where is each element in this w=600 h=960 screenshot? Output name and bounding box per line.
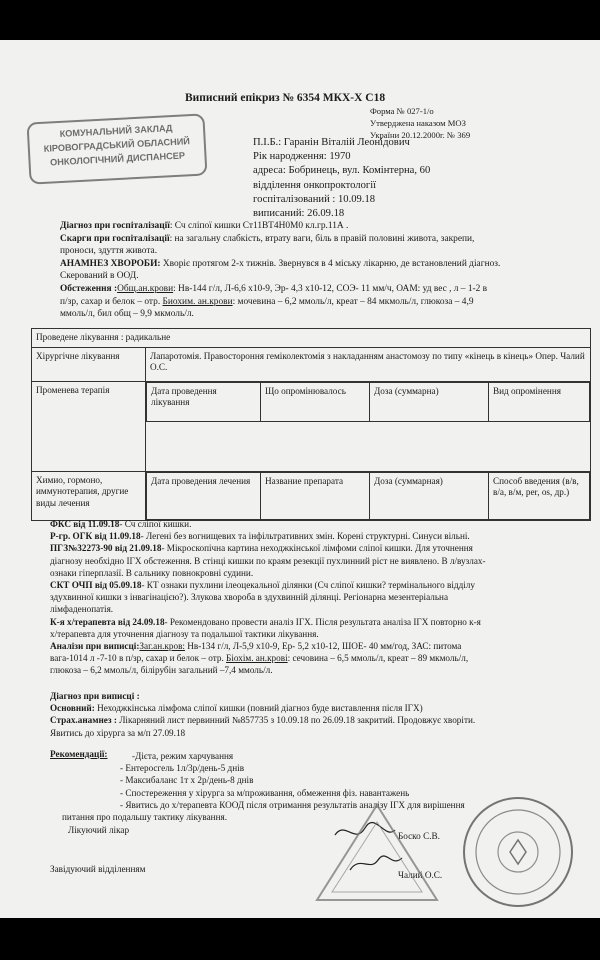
document-title: Виписний епікриз № 6354 МКХ-Х С18 (185, 92, 386, 104)
discharge-date: виписаний: 26.09.18 (253, 208, 345, 220)
recommendation-tail: питання про подальшу тактику лікування. (62, 812, 228, 822)
histology-cont: діагнозу необхідно ІГХ обстеження. В стінці кишки по краям резекції пухлинний ріст не виявлено. В л/вузлах- (50, 555, 486, 566)
radiation-date-header: Дата проведення лікування (147, 382, 261, 421)
admission-diagnosis: Діагноз при госпіталізації: Сч сліпої кишки Ст11ВТ4Н0М0 кл.гр.11А . (60, 221, 349, 231)
patient-address: адреса: Бобринець, вул. Комінтерна, 60 (253, 165, 431, 177)
chemo-subtable (146, 472, 590, 520)
stamp-line: КОМУНАЛЬНИЙ ЗАКЛАД (59, 123, 173, 139)
recommendations-label: Рекомендації: (50, 749, 108, 759)
discharge-diagnosis-label: Діагноз при виписці : (50, 691, 140, 701)
histology-cont2: ознаки гіперплазії. В сальнику повнокровні судини. (50, 567, 254, 578)
main-diagnosis: Основний: Неходжкінська лімфома сліпої кишки (повний діагноз буде виставлення після ІГХ) (50, 703, 423, 714)
recommendation-item: -Дієта, режим харчування (132, 751, 234, 761)
patient-info (253, 136, 430, 221)
complaints: Скарги при госпіталізації: на загальну слабкість, втрату ваги, біль в правій половині живота, закрепи, (60, 233, 475, 244)
ct-result: СКТ ОЧП від 05.09.18- КТ ознаки пухлини ілеоцекальної ділянки (Сч сліпої кишки? термінального відділу (50, 580, 475, 591)
chemo-route-header: Способ введения (в/в, в/а, в/м, per, os, др.) (489, 472, 590, 519)
insurance-history: Страх.анамнез : Лікарняний лист первинний №857735 з 10.09.18 по 26.09.18 закритий. Продовжує хворіти. (50, 715, 476, 726)
radiation-subtable (146, 382, 590, 422)
ct-cont2: лімфаденопатія. (50, 604, 114, 615)
investigations-section (50, 518, 595, 677)
treatment-table (31, 328, 591, 521)
patient-department: відділення онкопроктології (253, 179, 377, 191)
analyses-cont: вага-1014 л -7-10 в п/зр, сахар и белок – отр. Біохім. ан.крові: сечовина – 6,5 ммоль/л, креат – 89 мкмоль/л, (50, 653, 469, 664)
head-of-department-label: Завідуючий відділенням (50, 864, 146, 874)
patient-name: П.І.Б.: Гаранін Віталій Леонідович (253, 137, 410, 148)
fks-result: ФКС від 11.09.18- Сч сліпої кишки. (50, 519, 192, 529)
attending-doctor-label: Лікуючий лікар (68, 825, 130, 835)
radiation-target-header: Що опромінювалось (261, 382, 370, 421)
discharge-analyses: Аналізи при виписці:Заг.ан.кров: Нв-134 г/л, Л-5,9 х10-9, Ер- 5,2 х10-12, ШОЕ- 40 мм/год, ЗАС: питома (50, 641, 462, 652)
recommendation-item: - Явитись до х/терапевта КООД після отримання результатів аналізу ІГХ для вирішення (120, 799, 465, 810)
patient-birth-year: Рік народження: 1970 (253, 151, 351, 163)
radiation-type-header: Вид опромінення (489, 382, 590, 421)
recommendation-item: - Максибаланс 1т х 2р/день-8 днів (120, 775, 254, 786)
radiation-dose-header: Доза (суммарна) (370, 382, 489, 421)
anamnesis-cont: Скерований в ООД. (60, 271, 139, 282)
hospitalization-date: госпіталізований : 10.09.18 (253, 193, 376, 205)
ct-cont: здухвинної кишки з інвагінацією?). Злукова хвороба в здухвинній ділянці. Регіонарна мезентеріальна (50, 592, 449, 603)
surgery-label: Хірургічне лікування (32, 347, 146, 381)
anamnesis: АНАМНЕЗ ХВОРОБИ: Хворіє протягом 2-х тижнів. Звернувся в 4 міську лікарню, де встановлений діагноз. (60, 258, 501, 269)
histology-result: ПГЗ№32273-90 від 21.09.18- Мікроскопічна картина неходжкінської лімфоми сліпої кишки. Для уточнення (50, 543, 473, 554)
triangular-stamp (312, 800, 442, 910)
xray-result: Р-гр. ОГК від 11.09.18- Легені без вогнищевих та інфільтративних змін. Корені структурні. Синуси вільні. (50, 531, 470, 542)
radiation-label: Променева терапія (32, 381, 146, 471)
recommendation-item: - Ентеросгель 1л/3р/день-5 днів (120, 763, 245, 774)
examination-cont: п/зр, сахар и белок – отр. Биохим. ан.крови: мочевина – 6,2 ммоль/л, креат – 84 мкмоль/л, глюкоза – 4,9 (60, 296, 474, 307)
recommendation-item: - Спостереження у хірурга за м/проживання, обмеження фіз. навантажень (120, 787, 410, 798)
surgery-text: Лапаротомія. Правостороння геміколектомія з накладанням анастомозу по типу «кінець в кінець» Опер. Чалий О.С. (146, 347, 591, 381)
discharge-document (0, 40, 600, 918)
complaints-cont: проноси, здуття живота. (60, 246, 158, 257)
discharge-diagnosis-section (50, 690, 595, 739)
chemotherapist-consult: К-я х/терапевта від 24.09.18- Рекомендовано провести аналіз ІГХ. Після результата аналіза ІГХ повторно к-я (50, 616, 481, 627)
stamp-line: КІРОВОГРАДСЬКИЙ ОБЛАСНИЙ (43, 136, 191, 154)
analyses-cont2: глюкоза – 6,2 ммоль/л, білірубін загальний –7,4 ммоль/л. (50, 665, 273, 676)
admission-section (60, 220, 595, 321)
chemo-label: Химио, гормоно, иммунотерапия, другие виды лечения (32, 471, 146, 520)
head-signature-name: Чалий О.С. (398, 870, 443, 880)
chemo-date-header: Дата проведения лечения (147, 472, 261, 519)
round-seal (458, 792, 578, 912)
consult-cont: х/терапевта для уточнення діагнозу та подальшої тактики лікування. (50, 628, 319, 639)
examination-cont2: ммоль/л, бил общ – 9,9 мкмоль/л. (60, 309, 194, 320)
stamp-line: ОНКОЛОГІЧНИЙ ДИСПАНСЕР (49, 150, 186, 168)
form-line: Форма № 027-1/о (370, 106, 434, 116)
chemo-drug-header: Название препарата (261, 472, 370, 519)
doctor-signature-name: Боско С.В. (398, 831, 440, 841)
form-line: України 20.12.2000г. № 369 (370, 129, 471, 140)
form-line: Утверджена наказом МОЗ (370, 117, 466, 128)
treatment-type: Проведене лікування : радикальне (32, 329, 591, 348)
insurance-cont: Явитись до хірурга за м/п 27.09.18 (50, 727, 186, 738)
examination: Обстеження :Общ.ан.крови: Нв-144 г/л, Л-6,6 х10-9, Эр- 4,3 х10-12, СОЭ- 11 мм/ч, ОАМ: уд вес , л – 1-2 в (60, 283, 488, 294)
chemo-dose-header: Доза (суммарная) (370, 472, 489, 519)
institution-stamp (26, 113, 207, 184)
